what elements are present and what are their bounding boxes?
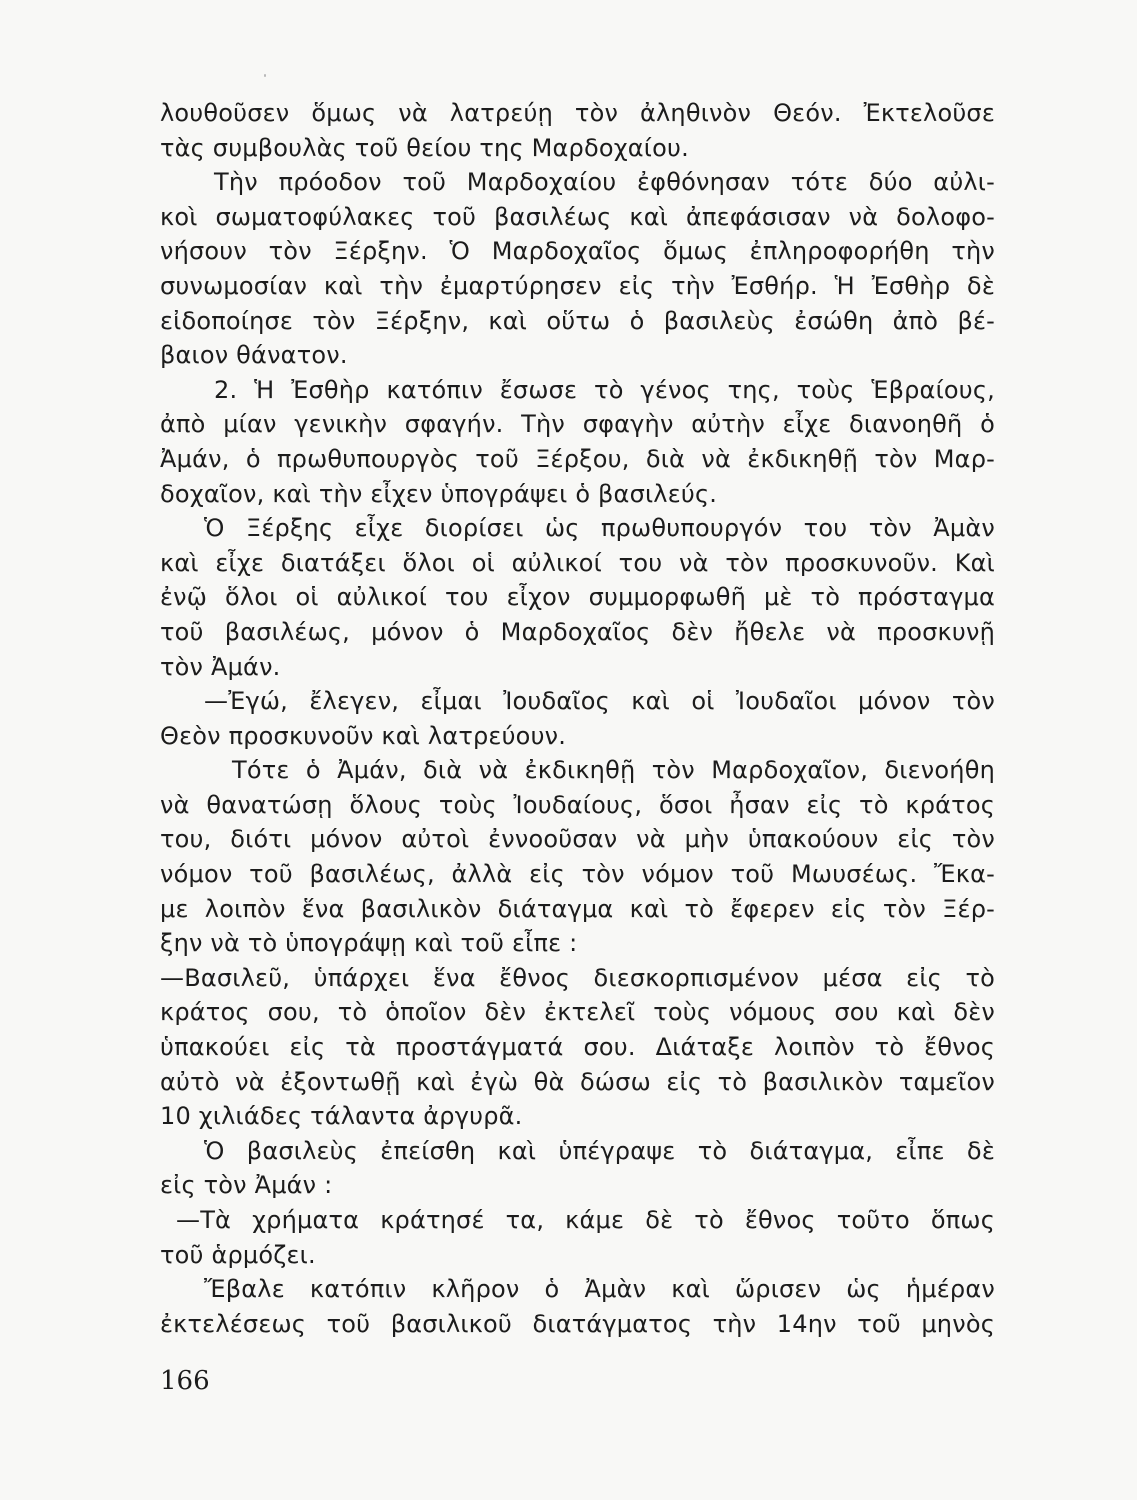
text-line: ἐκτελέσεως τοῦ βασιλικοῦ διατάγματος τὴν 14ην τοῦ μηνὸς — [160, 1309, 995, 1338]
text-line: —Τὰ χρήματα κράτησέ τα, κάμε δὲ τὸ ἔθνος τοῦτο ὅπως — [176, 1206, 995, 1234]
text-line: συνωμοσίαν καὶ τὴν ἐμαρτύρησεν εἰς τὴν Ἐσθήρ. Ἡ Ἐσθὴρ δὲ — [160, 271, 995, 300]
text-line: νήσουν τὸν Ξέρξην. Ὁ Μαρδοχαῖος ὅμως ἐπληροφορήθη τὴν — [160, 237, 995, 266]
text-line: τὸν Ἀμάν. — [160, 652, 281, 681]
text-line: τοῦ βασιλέως, μόνον ὁ Μαρδοχαῖος δὲν ἤθελε νὰ προσκυνῇ — [160, 617, 995, 646]
text-line: εἰδοποίησε τὸν Ξέρξην, καὶ οὕτω ὁ βασιλεὺς ἐσώθη ἀπὸ βέ- — [160, 306, 995, 335]
text-line: 10 χιλιάδες τάλαντα ἀργυρᾶ. — [160, 1102, 523, 1131]
text-line: κοὶ σωματοφύλακες τοῦ βασιλέως καὶ ἀπεφάσισαν νὰ δολοφο- — [160, 202, 995, 231]
text-line: εἰς τὸν Ἀμάν : — [160, 1171, 333, 1200]
text-line: με λοιπὸν ἕνα βασιλικὸν διάταγμα καὶ τὸ ἔφερεν εἰς τὸν Ξέρ- — [160, 894, 995, 923]
text-line: κράτος σου, τὸ ὁποῖον δὲν ἐκτελεῖ τοὺς νόμους σου καὶ δὲν — [160, 998, 995, 1027]
text-line: —Ἐγώ, ἔλεγεν, εἶμαι Ἰουδαῖος καὶ οἱ Ἰουδαῖοι μόνον τὸν — [204, 687, 995, 716]
text-line: ξην νὰ τὸ ὑπογράψῃ καὶ τοῦ εἶπε : — [160, 929, 578, 958]
text-line: νὰ θανατώσῃ ὅλους τοὺς Ἰουδαίους, ὅσοι ἦσαν εἰς τὸ κράτος — [160, 790, 995, 819]
text-line: λουθοῦσεν ὅμως νὰ λατρεύῃ τὸν ἀληθινὸν Θεόν. Ἐκτελοῦσε — [160, 99, 995, 127]
text-line: Ἔβαλε κατόπιν κλῆρον ὁ Ἀμὰν καὶ ὥρισεν ὡς ἡμέραν — [204, 1275, 995, 1304]
text-line: —Βασιλεῦ, ὑπάρχει ἕνα ἔθνος διεσκορπισμένον μέσα εἰς τὸ — [160, 963, 995, 992]
text-line: Ὁ βασιλεὺς ἐπείσθη καὶ ὑπέγραψε τὸ διάταγμα, εἶπε δὲ — [204, 1136, 995, 1165]
text-line: Θεὸν προσκυνοῦν καὶ λατρεύουν. — [160, 721, 567, 750]
text-line: τὰς συμβουλὰς τοῦ θείου της Μαρδοχαίου. — [160, 133, 689, 162]
text-line: Ὁ Ξέρξης εἶχε διορίσει ὡς πρωθυπουργόν του τὸν Ἀμὰν — [204, 514, 995, 543]
text-line: Ἀμάν, ὁ πρωθυπουργὸς τοῦ Ξέρξου, διὰ νὰ ἐκδικηθῇ τὸν Μαρ- — [160, 444, 995, 473]
text-line: καὶ εἶχε διατάξει ὅλοι οἱ αὐλικοί του νὰ τὸν προσκυνοῦν. Καὶ — [160, 548, 995, 577]
text-line: ἀπὸ μίαν γενικὴν σφαγήν. Τὴν σφαγὴν αὐτὴν εἶχε διανοηθῆ ὁ — [160, 410, 995, 439]
text-line: βαιον θάνατον. — [160, 341, 348, 370]
text-line: τοῦ ἁρμόζει. — [160, 1240, 316, 1269]
page-number: 166 — [160, 1366, 210, 1396]
text-line: Τότε ὁ Ἀμάν, διὰ νὰ ἐκδικηθῇ τὸν Μαρδοχαῖον, διενοήθη — [232, 756, 995, 785]
text-line: δοχαῖον, καὶ τὴν εἶχεν ὑπογράψει ὁ βασιλεύς. — [160, 479, 718, 508]
print-speck — [264, 74, 266, 77]
text-line: 2. Ἡ Ἐσθὴρ κατόπιν ἔσωσε τὸ γένος της, τοὺς Ἑβραίους, — [214, 375, 995, 404]
text-line: του, διότι μόνον αὐτοὶ ἐννοοῦσαν νὰ μὴν ὑπακούουν εἰς τὸν — [160, 825, 995, 854]
text-line: Τὴν πρόοδον τοῦ Μαρδοχαίου ἐφθόνησαν τότε δύο αὐλι- — [214, 168, 995, 197]
text-line: νόμον τοῦ βασιλέως, ἀλλὰ εἰς τὸν νόμον τοῦ Μωυσέως. Ἔκα- — [160, 860, 995, 889]
text-line: ὑπακούει εἰς τὰ προστάγματά σου. Διάταξε λοιπὸν τὸ ἔθνος — [160, 1033, 995, 1062]
text-line: ἐνῷ ὅλοι οἱ αὐλικοί του εἶχον συμμορφωθῆ μὲ τὸ πρόσταγμα — [160, 583, 995, 612]
body-text — [160, 96, 995, 1341]
text-line: αὐτὸ νὰ ἐξοντωθῇ καὶ ἐγὼ θὰ δώσω εἰς τὸ βασιλικὸν ταμεῖον — [160, 1067, 995, 1096]
